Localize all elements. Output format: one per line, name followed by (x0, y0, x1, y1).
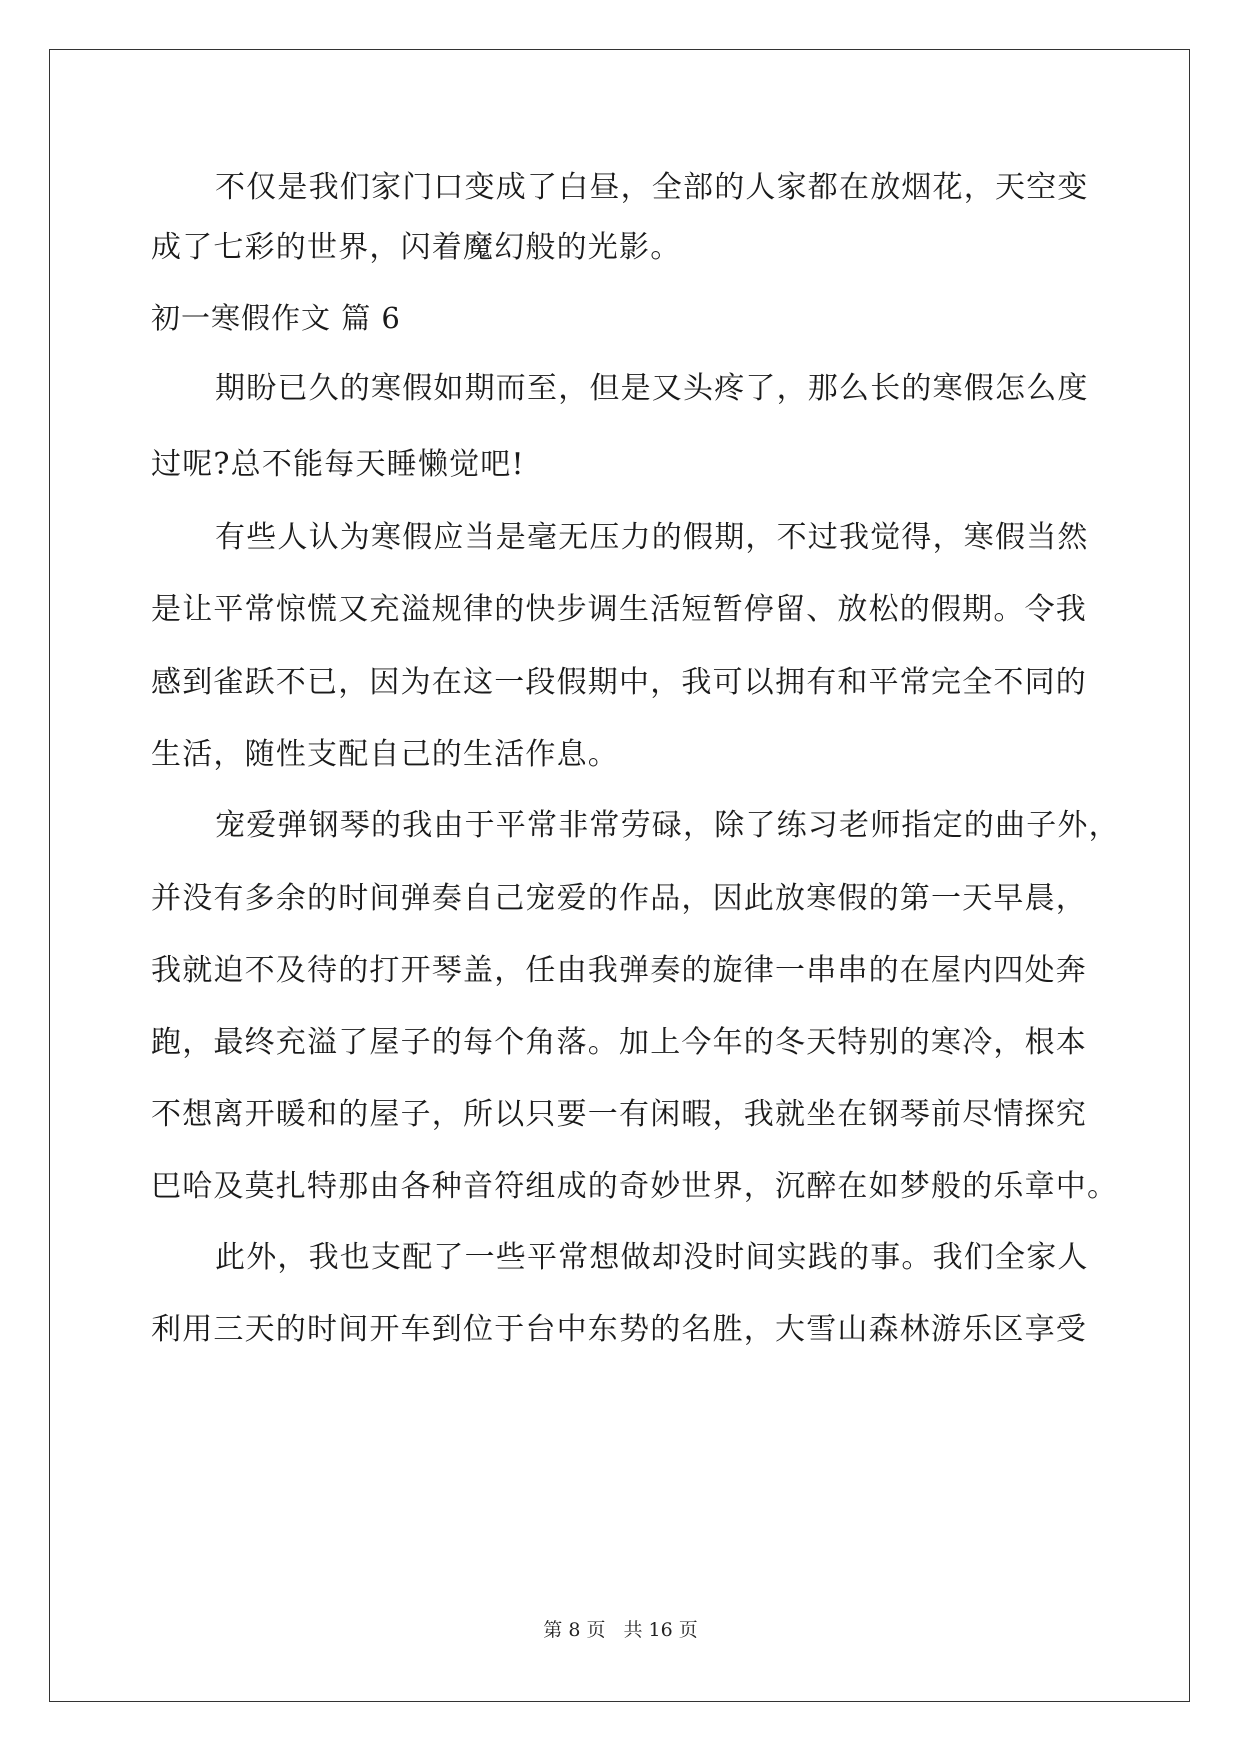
page-border (49, 49, 1190, 1702)
paragraph-line: 跑，最终充溢了屋子的每个角落。加上今年的冬天特别的寒冷，根本 (151, 1025, 1087, 1060)
paragraph-line: 有些人认为寒假应当是毫无压力的假期，不过我觉得，寒假当然 (215, 520, 1089, 555)
paragraph-line: 巴哈及莫扎特那由各种音符组成的奇妙世界，沉醉在如梦般的乐章中。 (151, 1169, 1119, 1204)
page-number: 第 8 页 (543, 1619, 606, 1641)
paragraph-line: 不想离开暖和的屋子，所以只要一有闲暇，我就坐在钢琴前尽情探究 (151, 1097, 1087, 1132)
paragraph-line: 利用三天的时间开车到位于台中东势的名胜，大雪山森林游乐区享受 (151, 1312, 1087, 1347)
paragraph-line: 不仅是我们家门口变成了白昼，全部的人家都在放烟花，天空变 (215, 170, 1089, 205)
paragraph-line: 过呢?总不能每天睡懒觉吧! (151, 447, 525, 482)
paragraph-line: 宠爱弹钢琴的我由于平常非常劳碌，除了练习老师指定的曲子外， (215, 808, 1120, 843)
paragraph-line: 生活，随性支配自己的生活作息。 (151, 737, 619, 772)
paragraph-line: 期盼已久的寒假如期而至，但是又头疼了，那么长的寒假怎么度 (215, 371, 1089, 406)
paragraph-line: 我就迫不及待的打开琴盖，任由我弹奏的旋律一串串的在屋内四处奔 (151, 953, 1087, 988)
paragraph-line: 感到雀跃不已，因为在这一段假期中，我可以拥有和平常完全不同的 (151, 665, 1087, 700)
paragraph-line: 是让平常惊慌又充溢规律的快步调生活短暂停留、放松的假期。令我 (151, 592, 1087, 627)
page-footer (0, 1618, 1241, 1642)
section-heading: 初一寒假作文 篇 6 (151, 301, 401, 335)
paragraph-line: 并没有多余的时间弹奏自己宠爱的作品，因此放寒假的第一天早晨， (151, 881, 1087, 916)
page-total: 共 16 页 (623, 1619, 698, 1641)
paragraph-line: 成了七彩的世界，闪着魔幻般的光影。 (151, 230, 682, 265)
paragraph-line: 此外，我也支配了一些平常想做却没时间实践的事。我们全家人 (215, 1240, 1089, 1275)
